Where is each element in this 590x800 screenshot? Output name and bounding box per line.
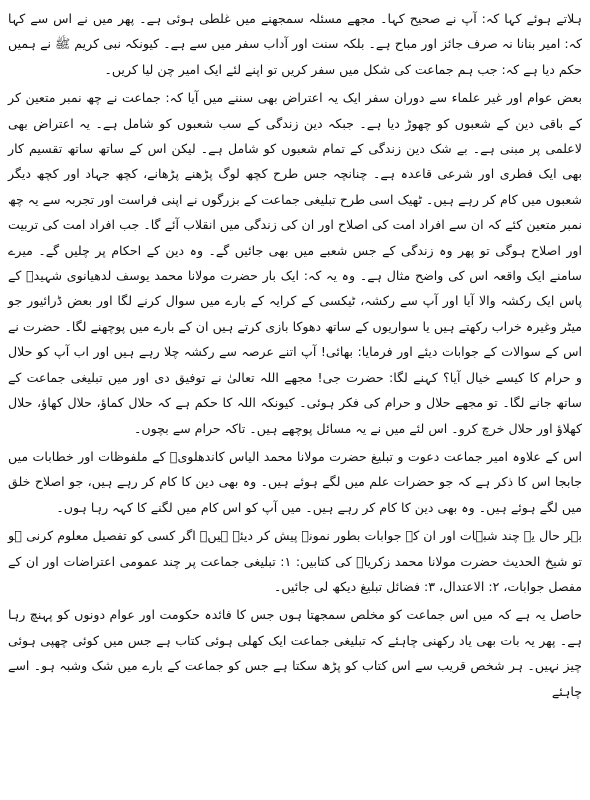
paragraph-maulana-ilyas: اس کے علاوہ امیر جماعت دعوت و تبلیغ حضرت مولانا محمد الیاس کاندھلویؒ کے ملفوظات اور خطابات میں جابجا اس کا ذکر ہے کہ جو حضرات علم میں لگے ہوئے ہیں۔ وہ بھی دین کا کام کر رہے ہیں، جو اصلاح خلق میں لگے ہوئے ہیں۔ وہ بھی دین کا کام کر رہے ہیں۔ میں آپ کو اس کام میں لگنے کا کہہ رہا ہوں۔ [8, 448, 582, 515]
paragraph-conclusion: حاصل یہ ہے کہ میں اس جماعت کو مخلص سمجھتا ہوں جس کا فائدہ حکومت اور عوام دونوں کو پہنچ رہا ہے۔ پھر یہ بات بھی یاد رکھنی چاہئے کہ تبلیغی جماعت ایک کھلی ہوئی کتاب ہے جس میں کوئی چھپی ہوئی چیز نہیں۔ ہر شخص قریب سے اس کتاب کو پڑھ سکتا ہے جس کو جماعت کے بارے میں شک وشبہ ہو۔ اسے چاہئے [8, 607, 582, 699]
paragraph-intro-amir: ہلاتے ہوئے کہا کہ: آپ نے صحیح کہا۔ مجھے مسئلہ سمجھنے میں غلطی ہوئی ہے۔ پھر میں نے اس سے کہا کہ: امیر بنانا نہ صرف جائز اور مباح ہے۔ بلکہ سنت اور آداب سفر میں سے ہے۔ کیونکہ نبی کریم ﷺ نے ہمیں حکم دیا ہے کہ: جب ہم جماعت کی شکل میں سفر کریں تو اپنے لئے ایک امیر چن لیا کریں۔ [8, 11, 582, 77]
paragraph-six-numbers-objection: بعض عوام اور غیر علماء سے دوران سفر ایک یہ اعتراض بھی سننے میں آیا کہ: جماعت نے چھ نمبر متعین کر کے باقی دین کے شعبوں کو چھوڑ دیا ہے۔ جبکہ دین زندگی کے سب شعبوں کو شامل ہے۔ یہ اعتراض بھی لاعلمی پر مبنی ہے۔ بے شک دین زندگی کے تمام شعبوں کو شامل ہے۔ لیکن اس کے ساتھ ساتھ تقسیم کار بھی ایک فطری اور شرعی قاعدہ ہے۔ چنانچہ جس طرح کچھ لوگ پڑھنے پڑھانے، کچھ جہاد اور کچھ دیگر شعبوں میں کام کر رہے ہیں۔ ٹھیک اسی طرح تبلیغی جماعت کے بزرگوں نے اپنی فراست اور تجربہ سے یہ چھ نمبر متعین کئے کہ ان سے افراد امت کی اصلاح اور ان کی زندگی میں انقلاب آئے گا۔ جب افراد امت کی تربیت اور اصلاح ہوگی تو پھر وہ زندگی کے جس شعبے میں بھی جائیں گے۔ وہ دین کے احکام پر چلیں گے۔ میرے سامنے ایک واقعہ اس کی واضح مثال ہے۔ وہ یہ کہ: ایک بار حضرت مولانا محمد یوسف لدھیانوی شہیدؒ کے پاس ایک رکشہ والا آیا اور آپ سے رکشہ، ٹیکسی کے کرایہ کے بارے میں سوال کرنے لگا اور بعض ڈرائیور جو میٹر وغیرہ خراب رکھتے ہیں یا سواریوں کے ساتھ دھوکا بازی کرتے ہیں ان کے بارے میں پوچھنے لگا۔ حضرت نے اس کے سوالات کے جوابات دیئے اور فرمایا: بھائی! آپ اتنے عرصہ سے رکشہ چلا رہے ہیں اور اب آپ کو حلال و حرام کا کیسے خیال آیا؟ کہنے لگا: حضرت جی! مجھے اللہ تعالیٰ نے توفیق دی اور میں تبلیغی جماعت کے ساتھ جانے لگا۔ تو مجھے حلال و حرام کی فکر ہوئی۔ کیونکہ اللہ کا حکم ہے کہ حلال کماؤ، حلال کھاؤ، حلال کھلاؤ اور حلال خرچ کرو۔ اس لئے میں نے یہ مسائل پوچھے ہیں۔ تاکہ حرام سے بچوں۔ [8, 90, 582, 436]
paragraph-doubts-answers: بہر حال یہ چند شبہات اور ان کے جوابات بطور نمونہ پیش کر دیئے ہیں۔ اگر کسی کو تفصیل معلوم کرنی ہو تو شیخ الحدیث حضرت مولانا محمد زکریاؒ کی کتابیں: ۱: تبلیغی جماعت پر چند عمومی اعتراضات اور ان کے مفصل جوابات، ۲: الاعتدال، ۳: فضائل تبلیغ دیکھ لی جائیں۔ [8, 528, 582, 594]
